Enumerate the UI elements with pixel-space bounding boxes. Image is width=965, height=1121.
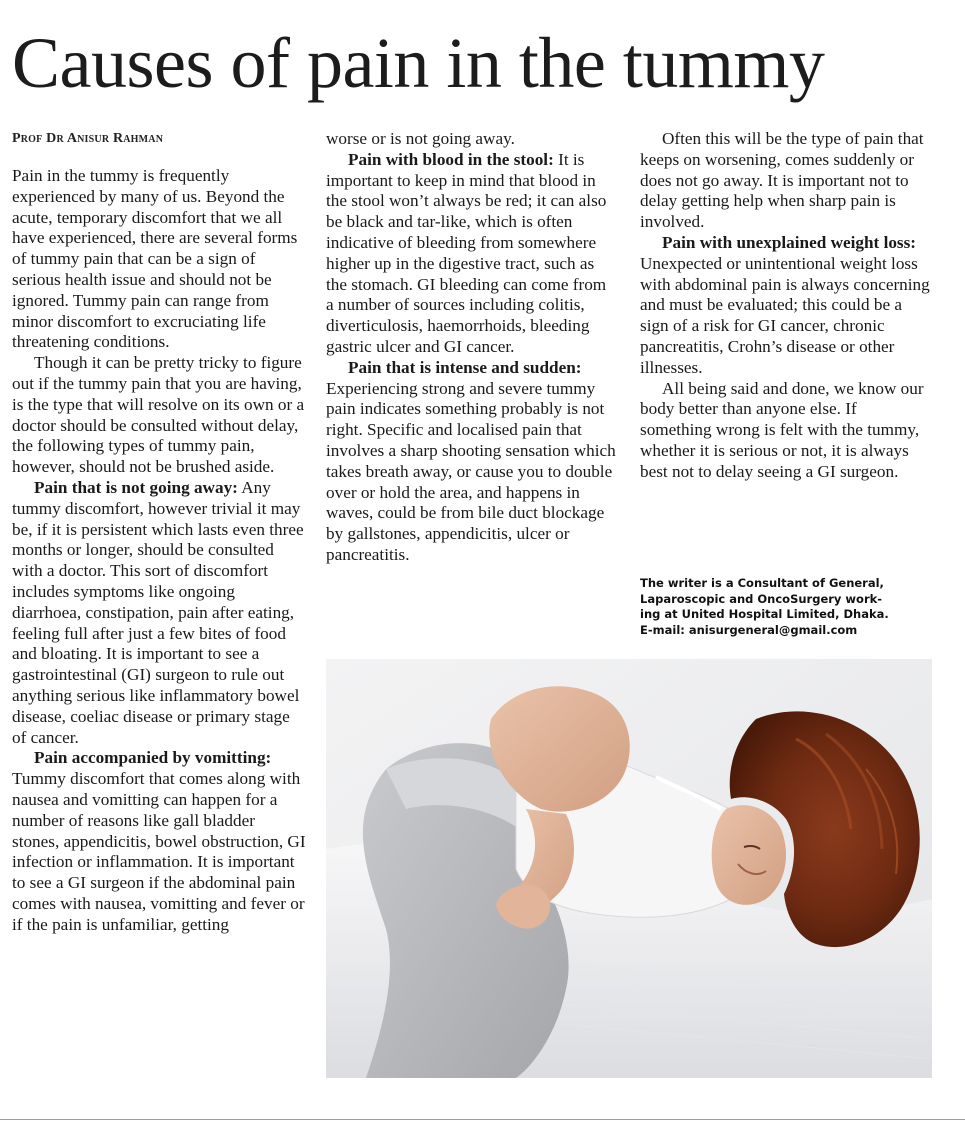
author-name: Prof Dr Anisur Rahman bbox=[12, 131, 164, 146]
section-weight-loss bbox=[640, 233, 930, 379]
author-note-line: Laparoscopic and OncoSurgery work- bbox=[640, 591, 883, 606]
section-not-going-away bbox=[12, 478, 306, 748]
woman-with-stomach-pain-photo bbox=[326, 659, 932, 1078]
byline bbox=[12, 131, 163, 147]
continued-text: worse or is not going away. bbox=[326, 129, 515, 148]
page-divider bbox=[0, 1119, 965, 1120]
section-intense-sudden bbox=[326, 358, 618, 566]
intro-paragraph: Pain in the tummy is frequently experienced by many of us. Beyond the acute, temporary discomfort that we all have experienced, there are several forms of tummy pain that can be a sign of serious health issue and should not be ignored. Tummy pain can range from minor discomfort to excruciating life threatening conditions. bbox=[12, 166, 298, 352]
column-1 bbox=[12, 166, 306, 935]
subhead: Pain with unexplained weight loss: bbox=[662, 232, 917, 252]
section-text: Unexpected or unintentional weight loss with abdominal pain is always concerning and must be evaluated; this could be a sign of a risk for GI cancer, chronic pancreatitis, Crohn’s disease or other illnesses. bbox=[640, 253, 930, 377]
author-note-line: The writer is a Consultant of General, bbox=[640, 576, 884, 590]
paragraph: Often this will be the type of pain that keeps on worsening, comes suddenly or does not go away. It is important not to delay getting help when sharp pain is involved. bbox=[640, 129, 924, 232]
subhead: Pain that is not going away: bbox=[34, 477, 238, 497]
paragraph: Though it can be pretty tricky to figure out if the tummy pain that you are having, is the type that will resolve on its own or a doctor should be consulted without delay, the following types of tummy pain, however, should not be brushed aside. bbox=[12, 353, 305, 477]
column-3 bbox=[640, 129, 930, 483]
section-text: It is important to keep in mind that blood in the stool won’t always be red; it can also be black and tar-like, which is often indicative of bleeding from somewhere higher up in the digestive tract, such as the stomach. GI bleeding can come from a number of sources including colitis, diverticulosis, haemorrhoids, bleeding gastric ulcer and GI cancer. bbox=[326, 149, 607, 356]
section-blood-in-stool bbox=[326, 150, 618, 358]
conclusion-paragraph: All being said and done, we know our body better than anyone else. If something wrong is felt with the tummy, whether it is serious or not, it is always best not to delay seeing a GI surgeon. bbox=[640, 378, 924, 481]
section-text: Any tummy discomfort, however trivial it may be, if it is persistent which lasts even three months or longer, should be consulted with a doctor. This sort of discomfort includes symptoms like ongoing diarrhoea, constipation, pain after eating, feeling full after just a few bites of food and bloating. It is important to see a gastrointestinal (GI) surgeon to rule out anything serious like inflammatory bowel disease, coeliac disease or primary stage of cancer. bbox=[12, 477, 304, 747]
section-text: Experiencing strong and severe tummy pain indicates something probably is not right. Specific and localised pain that involves a sharp shooting sensation which takes breath away, or cause you to double over or hold the area, and happens in waves, could be from bile duct blockage by gallstones, appendicitis, ulcer or pancreatitis. bbox=[326, 378, 616, 564]
author-note-line: ing at United Hospital Limited, Dhaka. bbox=[640, 607, 889, 621]
subhead: Pain with blood in the stool: bbox=[348, 149, 554, 169]
author-email: E-mail: anisurgeneral@gmail.com bbox=[640, 622, 858, 637]
column-2 bbox=[326, 129, 618, 566]
section-text: Tummy discomfort that comes along with nausea and vomitting can happen for a number of reasons like gall bladder stones, appendicitis, bowel obstruction, GI infection or inflammation. It is important to see a GI surgeon if the abdominal pain comes with nausea, vomitting and fever or if the pain is unfamiliar, getting bbox=[12, 769, 306, 934]
subhead: Pain accompanied by vomitting: bbox=[34, 748, 272, 768]
author-note bbox=[640, 576, 940, 638]
section-vomitting bbox=[12, 748, 306, 935]
headline: Causes of pain in the tummy bbox=[12, 23, 825, 103]
subhead: Pain that is intense and sudden: bbox=[348, 357, 582, 377]
